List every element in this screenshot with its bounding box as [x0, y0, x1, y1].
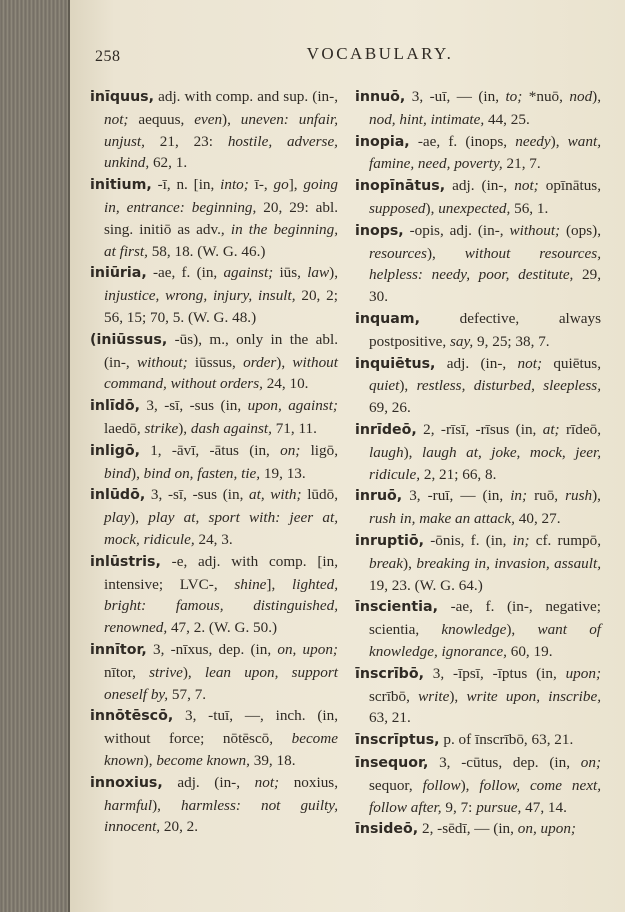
entry-gloss: hostile, adverse, unkind,	[104, 132, 338, 172]
dictionary-page	[70, 0, 625, 912]
headword: inīquus,	[90, 89, 155, 105]
entry-text: 58, 18. (W. G. 46.)	[147, 242, 266, 260]
vocabulary-entry	[90, 262, 338, 328]
entry-text: ),	[131, 464, 144, 482]
entry-text: 3, -tuī, —, inch. (in, without force; nōtēscō,	[104, 707, 338, 748]
entry-text: sequor,	[369, 776, 423, 794]
vocabulary-entry	[355, 596, 601, 662]
entry-text: 1, -āvī, -ātus (in,	[139, 441, 281, 459]
entry-gloss: without;	[137, 353, 188, 371]
entry-gloss: unexpected,	[438, 199, 511, 217]
headword: inquam,	[355, 310, 420, 327]
entry-text: 69, 26.	[369, 399, 411, 417]
vocabulary-entry	[90, 772, 338, 838]
entry-text: ),	[592, 487, 601, 505]
entry-text: 3, -sī, -sus (in,	[145, 486, 250, 504]
vocabulary-entry	[355, 220, 601, 308]
vocabulary-entry	[90, 484, 338, 550]
vocabulary-entry	[355, 663, 601, 729]
headword: initium,	[90, 177, 152, 194]
headword: inrīdeō,	[355, 421, 417, 438]
entry-text: (ops),	[560, 221, 601, 239]
headword: inlūdō,	[90, 487, 146, 504]
entry-text: 3, -cūtus, dep. (in,	[428, 753, 581, 771]
book-page-edges	[0, 0, 70, 912]
entry-text: 3, -īpsī, -īptus (in,	[423, 664, 566, 682]
entry-text: 2, 21; 66, 8.	[420, 465, 497, 483]
entry-text: 62, 1.	[149, 154, 188, 172]
entry-gloss: strive	[149, 663, 183, 681]
entry-text: ruō,	[527, 487, 566, 505]
entry-gloss: play	[104, 509, 131, 527]
entry-text: -ae, f. (inops,	[409, 132, 516, 150]
entry-text: 20, 29: abl. sing. initiō as adv.,	[104, 198, 338, 238]
headword: iniūria,	[90, 265, 147, 282]
entry-gloss: want of knowledge, ignorance,	[369, 621, 602, 660]
entry-text: 56, 1.	[510, 199, 549, 217]
headword: innuō,	[355, 89, 406, 105]
vocabulary-entry	[90, 86, 338, 174]
headword: innōtēscō,	[90, 708, 174, 725]
entry-text: rīdeō,	[559, 420, 601, 438]
entry-gloss: order	[243, 353, 277, 371]
entry-text: 20, 2.	[160, 818, 199, 836]
headword: īnscrībō,	[355, 665, 424, 682]
entry-text: quiētus,	[542, 354, 602, 372]
vocabulary-entry	[355, 353, 601, 419]
entry-text: ),	[152, 796, 182, 814]
entry-text: ),	[329, 264, 338, 282]
entry-gloss: lean upon, support oneself by,	[104, 663, 338, 703]
vocabulary-entry	[355, 729, 601, 752]
page-number: 258	[95, 48, 121, 65]
entry-text: ),	[460, 776, 480, 794]
entry-gloss: into;	[220, 176, 249, 194]
entry-gloss: rush in, make an attack,	[369, 510, 515, 528]
headword: inligō,	[90, 442, 140, 459]
entry-gloss: want, famine, need, poverty,	[369, 132, 601, 173]
entry-gloss: in;	[512, 531, 530, 549]
entry-gloss: follow	[422, 776, 461, 794]
entry-text: ligō,	[300, 441, 338, 459]
entry-text: noxius,	[279, 773, 338, 791]
entry-text: ),	[449, 687, 467, 705]
entry-gloss: without command, without orders,	[104, 353, 338, 393]
entry-text: 2, -sēdī, — (in,	[418, 820, 518, 838]
headword: īnsequor,	[355, 754, 429, 771]
entry-text: -ae, f. (in,	[146, 264, 224, 282]
entry-gloss: laugh at, joke, mock, jeer, ridicule,	[369, 443, 601, 483]
entry-gloss: resources	[369, 244, 427, 262]
headword: (iniūssus,	[90, 331, 168, 348]
entry-text: 9, 7:	[441, 798, 477, 816]
entry-gloss: harmless: not guilty, innocent,	[104, 796, 339, 836]
entry-text: adj. with comp. and sup. (in-,	[154, 88, 338, 105]
entry-gloss: without resources, helpless: needy, poor, destitute,	[369, 244, 601, 284]
entry-gloss: break	[369, 554, 404, 572]
entry-text: 24, 10.	[262, 375, 309, 393]
entry-gloss: dash against,	[190, 419, 272, 437]
entry-text: ),	[222, 110, 241, 128]
entry-text: 29, 30.	[369, 266, 601, 306]
entry-text: ),	[182, 663, 205, 681]
entry-gloss: even	[194, 110, 223, 128]
vocabulary-entry	[90, 329, 338, 395]
headword: inruptiō,	[355, 532, 424, 549]
entry-gloss: knowledge	[441, 621, 507, 639]
entry-gloss: pursue,	[476, 798, 522, 816]
vocabulary-entry	[355, 752, 601, 818]
entry-text: iūs,	[273, 264, 308, 282]
vocabulary-entry	[355, 175, 601, 220]
vocabulary-entry	[355, 131, 601, 176]
vocabulary-entry	[355, 530, 601, 596]
entry-text: adj. (in-,	[162, 773, 255, 791]
headword: inopīnātus,	[355, 178, 446, 195]
entry-text: ],	[288, 176, 304, 194]
entry-text: -ōnis, f. (in,	[424, 531, 513, 549]
entry-text: -ī, n. [in,	[151, 176, 221, 194]
entry-gloss: become known,	[156, 751, 250, 769]
entry-text: 3, -ruī, — (in,	[402, 487, 511, 505]
entry-gloss: at;	[542, 420, 560, 438]
entry-gloss: shine	[234, 575, 267, 593]
entry-text: -ūs), m., only in the abl. (in-,	[104, 330, 338, 371]
entry-gloss: say,	[450, 332, 474, 350]
running-head: VOCABULARY.	[306, 44, 454, 63]
entry-text: ),	[399, 377, 417, 395]
entry-gloss: strike	[144, 419, 179, 437]
entry-gloss: lighted, bright: famous, distinguished, renowned,	[104, 575, 338, 637]
entry-text: defective, always postpositive,	[369, 309, 601, 350]
entry-text: adj. (in-,	[435, 354, 518, 372]
entry-text: ),	[426, 244, 465, 262]
left-column	[90, 86, 338, 838]
entry-text: 71, 11.	[271, 419, 317, 437]
entry-gloss: supposed	[369, 199, 426, 217]
entry-gloss: write upon, inscribe,	[466, 687, 602, 705]
entry-gloss: rush	[565, 487, 593, 505]
entry-text: cf. rumpō,	[529, 531, 602, 549]
entry-gloss: without;	[509, 221, 561, 239]
entry-text: lūdō,	[301, 486, 338, 504]
entry-text: 39, 18.	[249, 751, 296, 769]
entry-text: 44, 25.	[484, 110, 530, 128]
entry-text: -ae, f. (in-, negative; scientia,	[369, 598, 601, 639]
entry-text: p. of īnscrībō, 63, 21.	[439, 731, 574, 749]
vocabulary-entry	[90, 639, 338, 705]
headword: inruō,	[355, 488, 403, 505]
entry-gloss: against;	[223, 264, 274, 282]
entry-text: 47, 14.	[521, 798, 567, 816]
entry-gloss: upon;	[565, 664, 601, 682]
entry-text: ī-,	[248, 176, 274, 194]
vocabulary-entry	[90, 551, 338, 639]
entry-gloss: restless, disturbed, sleepless,	[416, 377, 601, 395]
entry-gloss: not;	[514, 177, 539, 195]
headword: īnscientia,	[355, 599, 439, 616]
entry-text: ),	[425, 199, 439, 217]
entry-gloss: uneven: unfair, unjust,	[104, 110, 338, 150]
entry-text: 19, 13.	[260, 464, 306, 482]
entry-gloss: law	[307, 264, 330, 282]
entry-gloss: breaking in, invasion, assault,	[416, 554, 602, 572]
entry-text: 3, -uī, — (in,	[405, 88, 506, 105]
headword: īnsideō,	[355, 821, 419, 838]
vocabulary-entry	[90, 440, 338, 485]
entry-text: 3, -sī, -sus (in,	[139, 397, 248, 415]
vocabulary-entry	[355, 818, 601, 841]
entry-text: iūssus,	[187, 353, 244, 371]
entry-gloss: going in, entrance: beginning,	[104, 176, 338, 216]
entry-text: ),	[592, 88, 602, 105]
entry-gloss: at, with;	[249, 486, 302, 504]
entry-gloss: bind	[104, 464, 132, 482]
entry-gloss: become known	[104, 730, 338, 769]
entry-gloss: on, upon;	[277, 640, 338, 658]
headword: inops,	[355, 222, 404, 239]
entry-text: 24, 3.	[194, 530, 233, 548]
entry-text: 9, 25; 38, 7.	[473, 332, 550, 350]
entry-gloss: nod	[569, 88, 593, 105]
entry-gloss: harmful	[104, 796, 153, 814]
vocabulary-entry	[90, 705, 338, 771]
entry-text: scrībō,	[369, 687, 419, 705]
entry-gloss: on;	[280, 441, 301, 459]
entry-text: adj. (in-,	[445, 177, 515, 195]
right-column	[355, 86, 601, 841]
entry-gloss: write	[418, 687, 450, 705]
headword: inopia,	[355, 133, 410, 150]
entry-text: 47, 2. (W. G. 50.)	[167, 619, 278, 637]
entry-gloss: to;	[505, 88, 523, 105]
entry-gloss: laugh	[369, 443, 404, 461]
headword: inlīdō,	[90, 398, 140, 415]
page-header	[95, 42, 605, 70]
entry-gloss: go	[273, 176, 289, 194]
entry-gloss: injustice, wrong, injury, insult,	[104, 287, 296, 305]
vocabulary-entry	[355, 419, 601, 485]
entry-text: ),	[143, 751, 157, 769]
entry-gloss: nod, hint, intimate,	[369, 110, 485, 128]
entry-text: 57, 7.	[168, 685, 207, 703]
entry-text: ),	[550, 132, 568, 150]
entry-text: ),	[403, 554, 417, 572]
entry-gloss: upon, against;	[247, 397, 338, 415]
headword: īnscrīptus,	[355, 732, 440, 749]
entry-gloss: on;	[580, 753, 601, 771]
entry-text: 40, 27.	[514, 510, 561, 528]
entry-text: aequus,	[128, 110, 195, 128]
entry-gloss: not;	[254, 773, 280, 791]
headword: inlūstris,	[90, 553, 161, 570]
entry-text: laedō,	[104, 419, 145, 437]
entry-text: nītor,	[104, 663, 150, 681]
vocabulary-entry	[355, 308, 601, 353]
entry-text: ),	[178, 419, 191, 437]
vocabulary-entry	[90, 174, 338, 262]
headword: innītor,	[90, 641, 147, 658]
entry-text: -opis, adj. (in-,	[403, 221, 510, 239]
entry-text: opīnātus,	[538, 177, 601, 195]
entry-gloss: bind on, fasten, tie,	[143, 464, 261, 482]
entry-gloss: quiet	[369, 377, 400, 395]
headword: inquiētus,	[355, 355, 436, 372]
vocabulary-entry	[355, 86, 601, 131]
entry-text: *nuō,	[522, 88, 570, 105]
entry-gloss: not;	[104, 110, 129, 128]
entry-text: 63, 21.	[369, 709, 411, 727]
entry-text: ],	[266, 575, 293, 593]
entry-text: ),	[276, 353, 293, 371]
entry-gloss: in the beginning, at first,	[104, 220, 338, 260]
vocabulary-entry	[355, 485, 601, 530]
entry-text: ),	[403, 443, 422, 461]
entry-gloss: play at, sport with: jeer at, mock, ridicule,	[104, 509, 338, 548]
entry-text: -e, adj. with comp. [in, intensive; LVC-,	[104, 552, 338, 593]
entry-gloss: on, upon;	[517, 820, 576, 838]
entry-text: 20, 2; 56, 15; 70, 5. (W. G. 48.)	[104, 287, 338, 326]
entry-gloss: not;	[517, 354, 542, 372]
entry-text: 19, 23. (W. G. 64.)	[369, 576, 483, 594]
entry-text: 60, 19.	[506, 642, 553, 660]
entry-text: ),	[506, 621, 538, 639]
entry-gloss: needy	[515, 132, 551, 150]
headword: innoxius,	[90, 774, 163, 791]
entry-text: 2, -rīsī, -rīsus (in,	[416, 420, 543, 438]
entry-text: ),	[130, 509, 149, 527]
entry-gloss: follow, come next, follow after,	[369, 776, 601, 816]
entry-text: 3, -nīxus, dep. (in,	[146, 640, 278, 658]
entry-text: 21, 7.	[502, 155, 541, 173]
entry-text: 21, 23:	[144, 132, 228, 150]
entry-gloss: in;	[510, 487, 528, 505]
vocabulary-entry	[90, 395, 338, 440]
